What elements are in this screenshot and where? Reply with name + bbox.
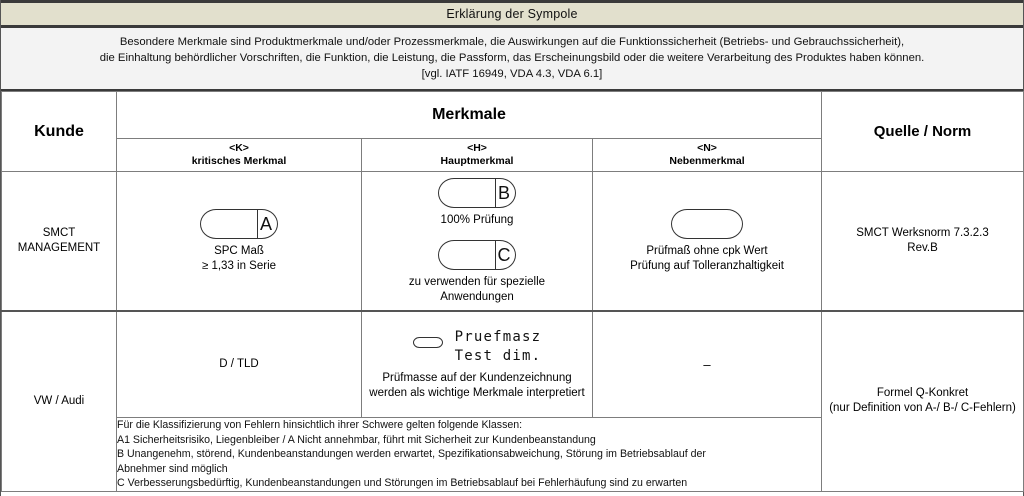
symbols-table xyxy=(1,91,1024,492)
classification-line-1: Für die Klassifizierung von Fehlern hinsichtlich ihrer Schwere gelten folgende Klassen: xyxy=(117,419,523,431)
header-sub-h-code: <H> xyxy=(467,142,487,154)
row-smct-k-caption-line1: SPC Maß xyxy=(214,244,264,257)
page-title: Erklärung der Sympole xyxy=(446,7,578,21)
row-vw-k-cell: D / TLD xyxy=(117,311,362,418)
row-smct-h-caption-2-line1: zu verwenden für spezielle xyxy=(408,275,546,288)
tech-label xyxy=(455,328,542,366)
intro-line-1: Besondere Merkmale sind Produktmerkmale und/oder Prozessmerkmale, die Auswirkungen auf die Funktionssicherheit (Betriebs- und Gebrauchssicherheit), xyxy=(119,35,905,48)
row-vw-quelle-cell xyxy=(822,311,1024,491)
header-sub-k-code: <K> xyxy=(229,142,249,154)
tech-label-row xyxy=(362,328,592,366)
header-sub-n-name: Nebenmerkmal xyxy=(669,155,745,167)
row-smct-customer-line2: MANAGEMENT xyxy=(17,242,101,254)
row-smct-quelle-line1: SMCT Werksnorm 7.3.2.3 xyxy=(856,227,989,239)
header-kunde: Kunde xyxy=(2,92,117,172)
header-sub-h xyxy=(362,139,593,172)
header-sub-h-name: Hauptmerkmal xyxy=(440,155,514,167)
pill-symbol-tiny-icon xyxy=(413,337,443,348)
symbol-n-plain-wrap xyxy=(593,209,821,239)
row-smct-h-caption-1: 100% Prüfung xyxy=(440,213,514,226)
classification-line-4: Abnehmer sind möglich xyxy=(117,462,228,475)
table-row xyxy=(2,172,1024,312)
tech-label-line2: Test dim. xyxy=(454,348,542,364)
row-vw-quelle-line2: (nur Definition von A-/ B-/ C-Fehlern) xyxy=(829,402,1016,415)
header-quelle-norm: Quelle / Norm xyxy=(822,92,1024,172)
row-smct-n-caption-line2: Prüfung auf Tolleranzhaltigkeit xyxy=(630,259,784,272)
row-vw-n-cell: – xyxy=(593,311,822,418)
row-smct-k-caption xyxy=(117,244,361,274)
pill-letter-c: C xyxy=(497,244,511,265)
classification-line-5: C Verbesserungsbedürftig, Kundenbeanstandungen und Störungen im Betriebsablauf bei Fehlerhäufung sind zu erwarten xyxy=(117,477,688,489)
row-smct-n-caption-line1: Prüfmaß ohne cpk Wert xyxy=(646,244,768,257)
pill-letter-b: B xyxy=(497,182,510,203)
classification-block xyxy=(117,418,822,492)
pill-symbol-c-icon xyxy=(438,240,516,270)
header-sub-k-name: kritisches Merkmal xyxy=(191,155,287,167)
row-vw-h-caption-line2: werden als wichtige Merkmale interpretiert xyxy=(369,387,585,399)
row-smct-customer xyxy=(2,172,117,312)
row-smct-n-cell xyxy=(593,172,822,312)
intro-paragraph xyxy=(1,28,1023,91)
pill-symbol-a-icon xyxy=(200,209,278,239)
row-smct-quelle-cell xyxy=(822,172,1024,312)
pill-letter-a: A xyxy=(259,213,272,234)
row-vw-h-caption-line1: Prüfmasse auf der Kundenzeichnung xyxy=(382,372,572,384)
classification-line-3: B Unangenehm, störend, Kundenbeanstandungen werden erwartet, Spezifikationsabweichung, Störung im Betriebsablauf der xyxy=(117,448,706,460)
row-smct-h-cell xyxy=(362,172,593,312)
row-smct-k-caption-line2: ≥ 1,33 in Serie xyxy=(201,259,277,272)
tech-label-line1: Pruefmasz xyxy=(454,329,542,345)
header-merkmale: Merkmale xyxy=(117,92,822,139)
row-vw-customer: VW / Audi xyxy=(2,311,117,491)
pill-symbol-b-icon xyxy=(438,178,516,208)
row-smct-n-caption xyxy=(593,244,821,274)
row-smct-h-caption-2-line2: Anwendungen xyxy=(440,290,514,303)
classification-line-2: A1 Sicherheitsrisiko, Liegenbleiber / A Nicht annehmbar, führt mit Sicherheit zur Kundenbeanstandung xyxy=(117,433,596,446)
row-smct-customer-line1: SMCT xyxy=(42,227,76,239)
header-sub-n xyxy=(593,139,822,172)
intro-line-2: die Einhaltung behördlicher Vorschriften, die Funktion, die Leistung, die Passform, das Erscheinungsbild oder die weitere Verarbeitung des Produktes haben können. xyxy=(99,51,925,64)
symbol-h-c-wrap xyxy=(362,240,592,270)
spacer xyxy=(362,228,592,240)
row-vw-quelle-line1: Formel Q-Konkret xyxy=(876,387,969,400)
symbol-k-a-wrap xyxy=(117,209,361,239)
table-row xyxy=(2,311,1024,418)
header-sub-k xyxy=(117,139,362,172)
row-vw-h-caption xyxy=(362,371,592,401)
pill-symbol-plain-icon xyxy=(671,209,743,239)
title-band xyxy=(1,0,1023,28)
row-smct-k-cell xyxy=(117,172,362,312)
symbol-h-b-wrap xyxy=(362,178,592,208)
intro-line-3: [vgl. IATF 16949, VDA 4.3, VDA 6.1] xyxy=(421,67,603,80)
table-header-row-main xyxy=(2,92,1024,139)
header-sub-n-code: <N> xyxy=(697,142,717,154)
tiny-pill-wrap xyxy=(413,328,443,348)
row-smct-quelle-line2: Rev.B xyxy=(907,242,938,254)
row-smct-h-caption-2 xyxy=(362,275,592,305)
row-vw-h-cell xyxy=(362,311,593,418)
